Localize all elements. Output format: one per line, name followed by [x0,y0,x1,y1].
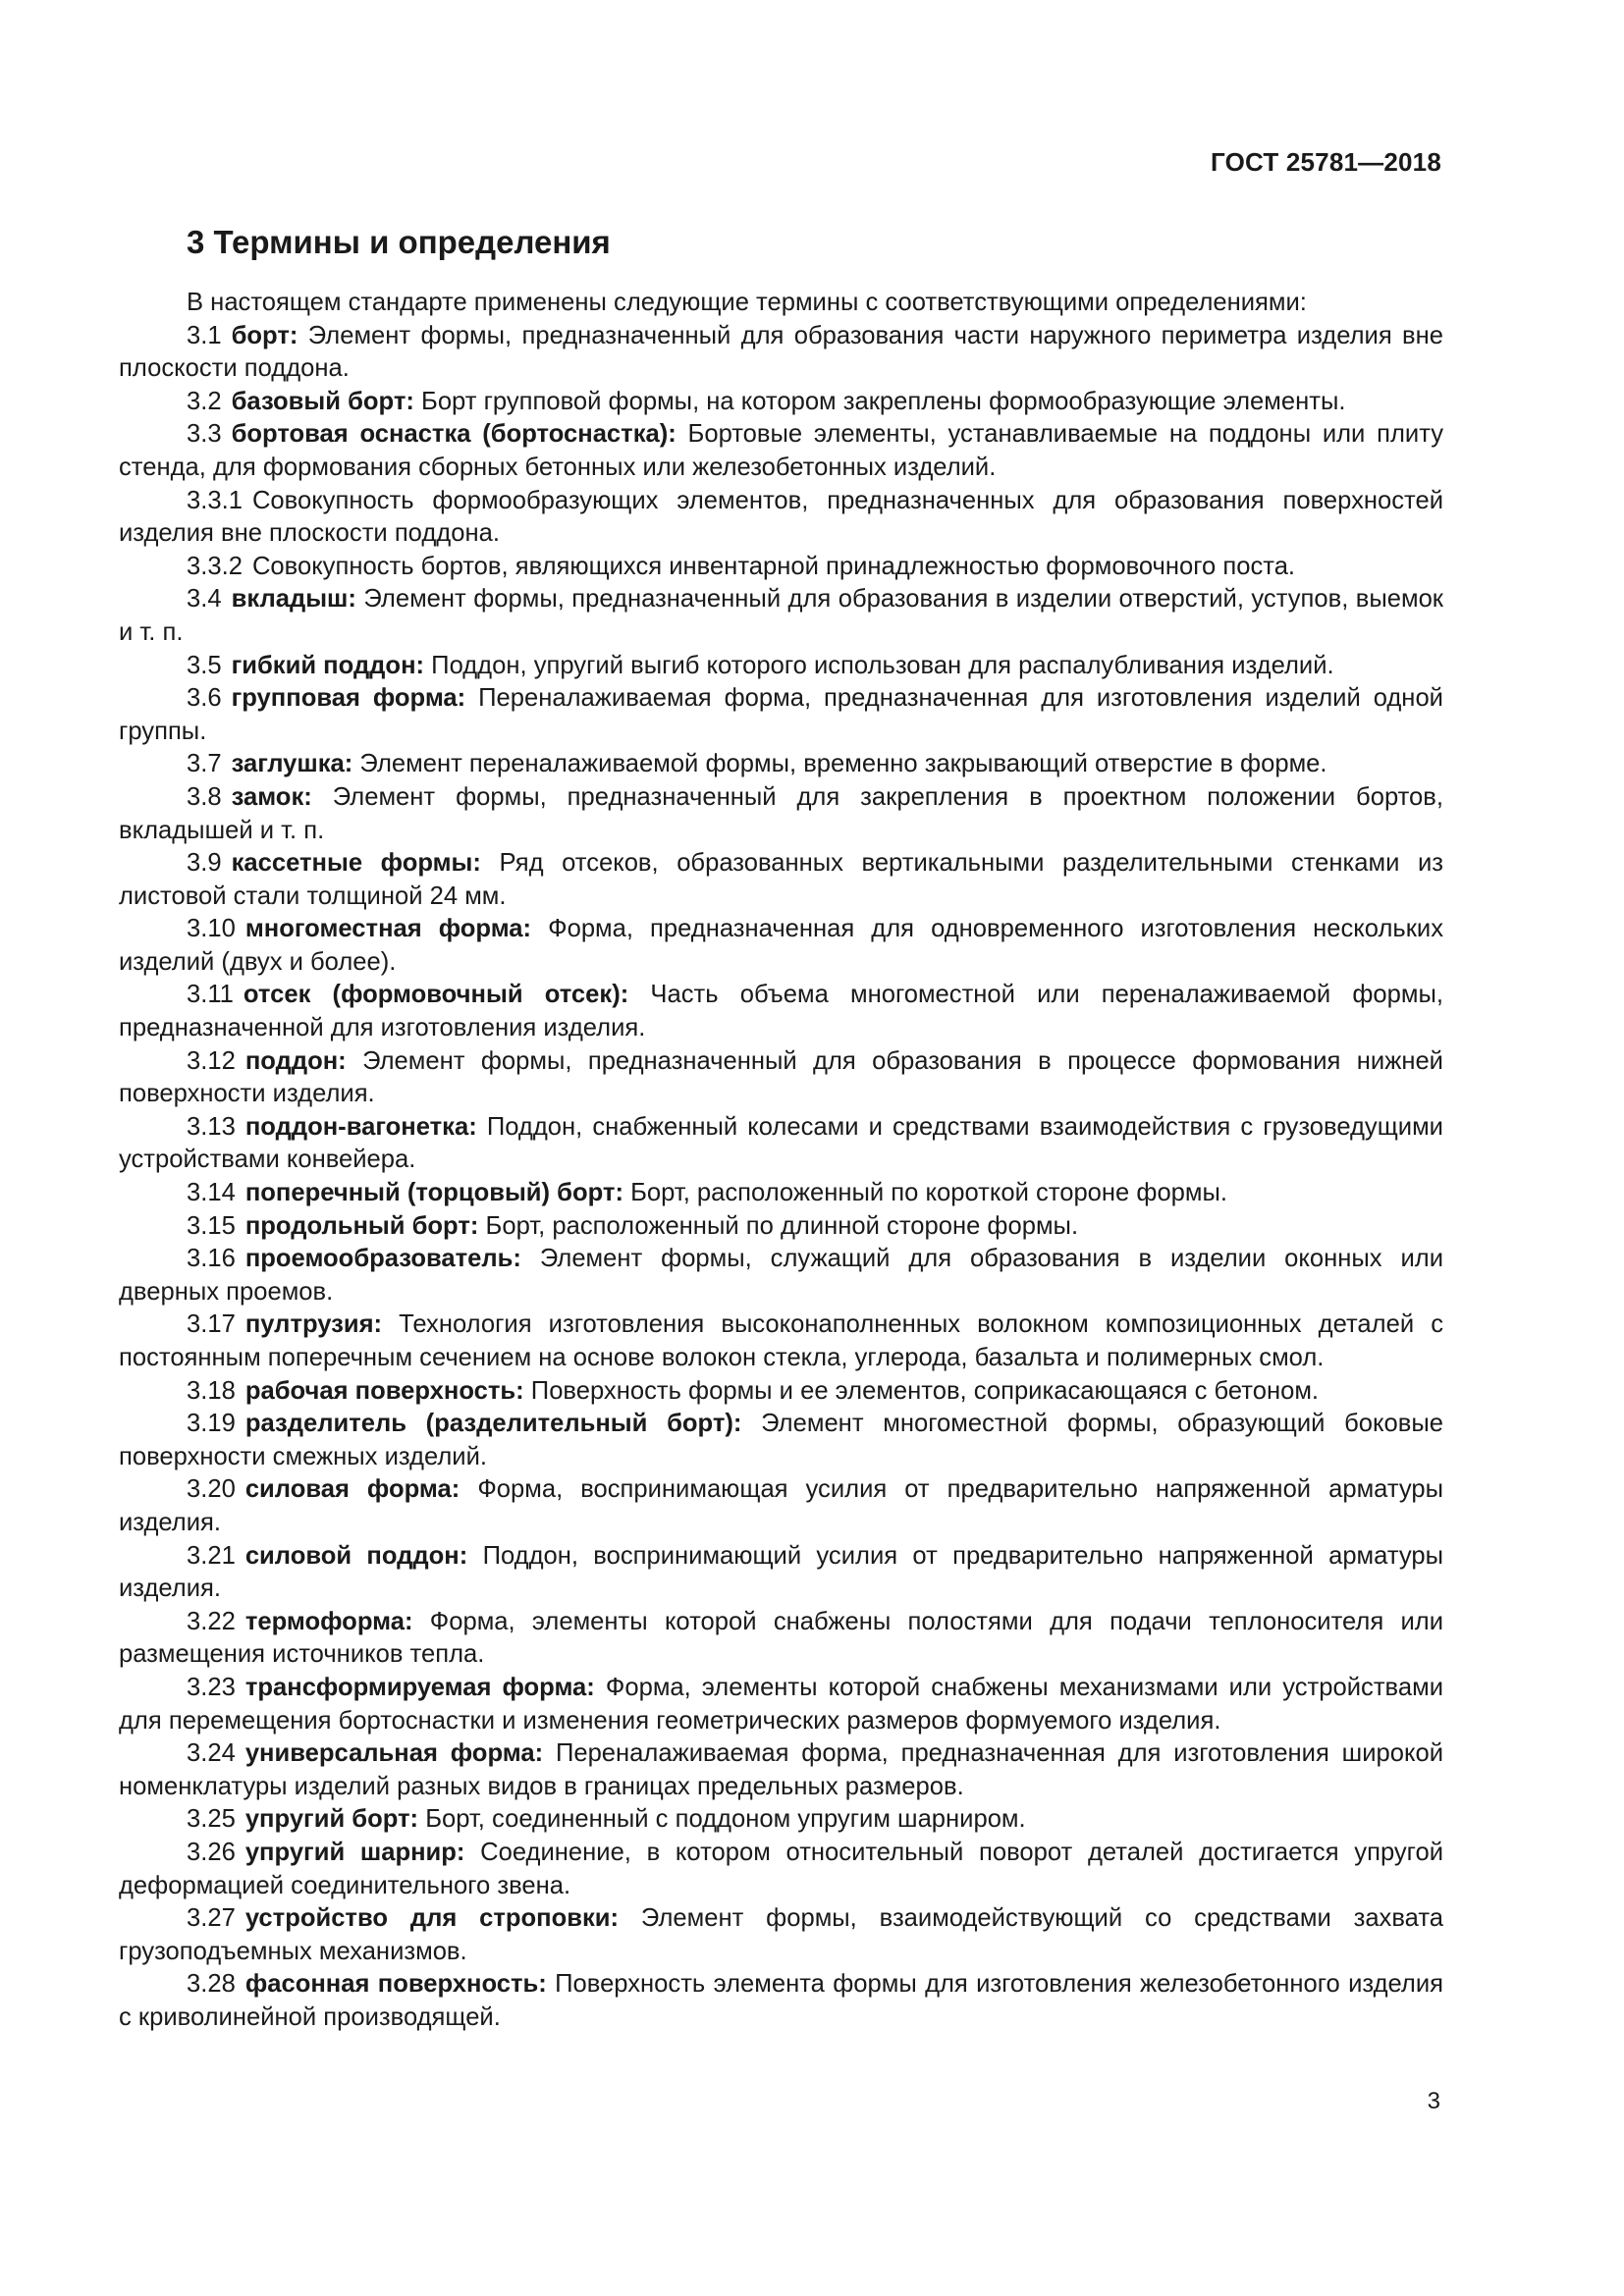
definition-item [119,1111,1443,1177]
definition-term: упругий борт: [244,1805,419,1834]
definition-number: 3.6 [187,684,222,713]
definition-text: Поверхность элемента формы для изготовления железобетонного изделия с криволинейной производящей. [119,1970,1443,2031]
definition-item [119,1672,1443,1737]
definition-number: 3.8 [187,782,222,811]
definition-text: Борт групповой формы, на котором закреплены формообразующие элементы. [421,387,1346,415]
definition-item [119,682,1443,748]
definition-item [119,979,1443,1044]
definition-item [119,1243,1443,1308]
definition-text: Поддон, воспринимающий усилия от предварительно напряженной арматуры изделия. [119,1541,1443,1603]
definition-text: Элемент формы, служащий для образования в изделии оконных или дверных проемов. [119,1245,1443,1306]
definition-item [119,1408,1443,1473]
definition-term: многоместная форма: [244,915,532,943]
definition-item [119,1473,1443,1539]
definition-text: Элемент переналаживаемой формы, временно закрывающий отверстие в форме. [359,750,1327,778]
definition-text: Технология изготовления высоконаполненных волокном композиционных деталей с постоянным поперечным сечением на основе волокон стекла, углерода, базальта и полимерных смол. [119,1310,1443,1371]
definition-text: Часть объема многоместной или переналаживаемой формы, предназначенной для изготовления изделия. [119,981,1443,1042]
definition-text: Поддон, снабженный колесами и средствами взаимодействия с грузоведущими устройствами конвейера. [119,1112,1443,1174]
definition-item [119,781,1443,847]
definition-term: фасонная поверхность: [244,1970,547,1999]
definition-item [119,1177,1443,1210]
definition-text: Борт, соединенный с поддоном упругим шарниром. [425,1805,1026,1834]
definition-term: термоформа: [244,1607,413,1635]
definition-item [119,1210,1443,1244]
definition-term: базовый борт: [231,387,414,415]
definition-text: Переналаживаемая форма, предназначенная для изготовления изделий одной группы. [119,684,1443,745]
definition-term: вкладыш: [231,585,356,614]
definition-item [119,1803,1443,1837]
definition-number: 3.3 [187,420,222,449]
definition-term: заглушка: [231,750,353,778]
definition-number: 3.21 [187,1541,236,1570]
definition-term: борт: [231,321,298,349]
definition-number: 3.28 [187,1970,236,1999]
definition-item [119,1837,1443,1902]
intro-paragraph: В настоящем стандарте применены следующие термины с соответствующими определениями: [187,289,1307,316]
definition-term: продольный борт: [244,1211,479,1240]
definition-term: кассетные формы: [231,849,481,878]
definition-item [119,748,1443,781]
definition-number: 3.13 [187,1112,236,1141]
definition-item [119,913,1443,979]
definition-text: Элемент формы, предназначенный для закрепления в проектном положении бортов, вкладышей и т. п. [119,782,1443,844]
definition-term: бортовая оснастка (бортоснастка): [231,420,677,449]
definition-number: 3.27 [187,1904,236,1933]
definition-number: 3.24 [187,1739,236,1768]
definition-item [119,1737,1443,1803]
definition-number: 3.15 [187,1211,236,1240]
definition-text: Элемент формы, предназначенный для образования части наружного периметра изделия вне плоскости поддона. [119,321,1443,383]
definition-item [119,1045,1443,1111]
definition-number: 3.26 [187,1838,236,1866]
definition-text: Поддон, упругий выгиб которого использован для распалубливания изделий. [431,651,1334,679]
definitions-list [119,320,1443,2035]
definition-number: 3.22 [187,1607,236,1635]
definition-text: Форма, элементы которой снабжены полостями для подачи теплоносителя или размещения источников тепла. [119,1607,1443,1669]
definition-item [119,1540,1443,1606]
definition-term: групповая форма: [231,684,466,713]
definition-number: 3.2 [187,387,222,415]
definition-item [119,1375,1443,1409]
definition-number: 3.12 [187,1046,236,1075]
definition-term: силовая форма: [244,1475,460,1504]
definition-term: отсек (формовочный отсек): [243,981,629,1009]
section-title: 3 Термины и определения [187,224,611,260]
definition-number: 3.3.2 [187,552,243,580]
definition-item [119,1606,1443,1672]
definition-term: разделитель (разделительный борт): [244,1410,742,1438]
definition-term: замок: [231,782,312,811]
definition-number: 3.11 [187,981,234,1009]
definition-item [119,386,1443,419]
definition-text: Форма, предназначенная для одновременного изготовления нескольких изделий (двух и более). [119,915,1443,976]
definition-term: рабочая поверхность: [244,1376,524,1405]
definition-item [119,485,1443,551]
definition-text: Совокупность формообразующих элементов, предназначенных для образования поверхностей изделия вне плоскости поддона. [119,486,1443,548]
definition-item [119,418,1443,484]
section-body [119,287,1443,2034]
definition-number: 3.14 [187,1179,236,1207]
definition-number: 3.7 [187,750,222,778]
definition-number: 3.20 [187,1475,236,1504]
definition-number: 3.1 [187,321,222,349]
definition-text: Ряд отсеков, образованных вертикальными разделительными стенками из листовой стали толщиной 24 мм. [119,849,1444,910]
definition-item [119,847,1443,913]
definition-term: силовой поддон: [244,1541,468,1570]
definition-number: 3.16 [187,1245,236,1273]
definition-item [119,320,1443,386]
definition-text: Борт, расположенный по длинной стороне формы. [485,1211,1079,1240]
definition-text: Элемент формы, предназначенный для образования в процессе формования нижней поверхности изделия. [119,1046,1443,1108]
definition-number: 3.19 [187,1410,236,1438]
definition-text: Форма, элементы которой снабжены механизмами или устройствами для перемещения бортоснастки и изменения геометрических размеров формуемого изделия. [119,1673,1443,1735]
definition-text: Борт, расположенный по короткой стороне формы. [630,1179,1228,1207]
definition-text: Элемент формы, взаимодействующий со средствами захвата грузоподъемных механизмов. [119,1904,1443,1965]
definition-item [119,551,1443,584]
definition-item [119,1902,1443,1968]
definition-text: Форма, воспринимающая усилия от предварительно напряженной арматуры изделия. [119,1475,1443,1536]
definition-term: проемообразователь: [244,1245,521,1273]
page-number: 3 [1427,2088,1440,2114]
definition-text: Бортовые элементы, устанавливаемые на поддоны или плиту стенда, для формования сборных бетонных или железобетонных изделий. [119,420,1443,481]
definition-term: трансформируемая форма: [244,1673,595,1701]
definition-number: 3.17 [187,1310,236,1339]
definition-item [119,1308,1443,1374]
document-code: ГОСТ 25781—2018 [1211,147,1441,177]
definition-term: гибкий поддон: [231,651,425,679]
definition-term: поперечный (торцовый) борт: [244,1179,623,1207]
definition-number: 3.10 [187,915,236,943]
definition-text: Элемент формы, предназначенный для образования в изделии отверстий, уступов, выемок и т. п. [119,585,1443,646]
definition-term: упругий шарнир: [244,1838,465,1866]
definition-number: 3.25 [187,1805,236,1834]
definition-term: поддон-вагонетка: [244,1112,477,1141]
definition-item [119,650,1443,683]
definition-term: пултрузия: [244,1310,383,1339]
definition-text: Элемент многоместной формы, образующий боковые поверхности смежных изделий. [119,1410,1443,1470]
definition-term: универсальная форма: [244,1739,544,1768]
definition-number: 3.23 [187,1673,236,1701]
definition-item [119,583,1443,649]
definition-term: устройство для строповки: [244,1904,620,1933]
definition-number: 3.4 [187,585,222,614]
definition-text: Совокупность бортов, являющихся инвентарной принадлежностью формовочного поста. [251,552,1296,580]
definition-item [119,1968,1443,2034]
definition-number: 3.18 [187,1376,236,1405]
definition-text: Переналаживаемая форма, предназначенная для изготовления широкой номенклатуры изделий разных видов в границах предельных размеров. [119,1739,1443,1800]
definition-number: 3.3.1 [187,486,243,514]
definition-text: Соединение, в котором относительный поворот деталей достигается упругой деформацией соединительного звена. [119,1838,1443,1899]
definition-term: поддон: [244,1046,347,1075]
definition-number: 3.9 [187,849,222,878]
definition-number: 3.5 [187,651,222,679]
definition-text: Поверхность формы и ее элементов, соприкасающаяся с бетоном. [530,1376,1320,1405]
